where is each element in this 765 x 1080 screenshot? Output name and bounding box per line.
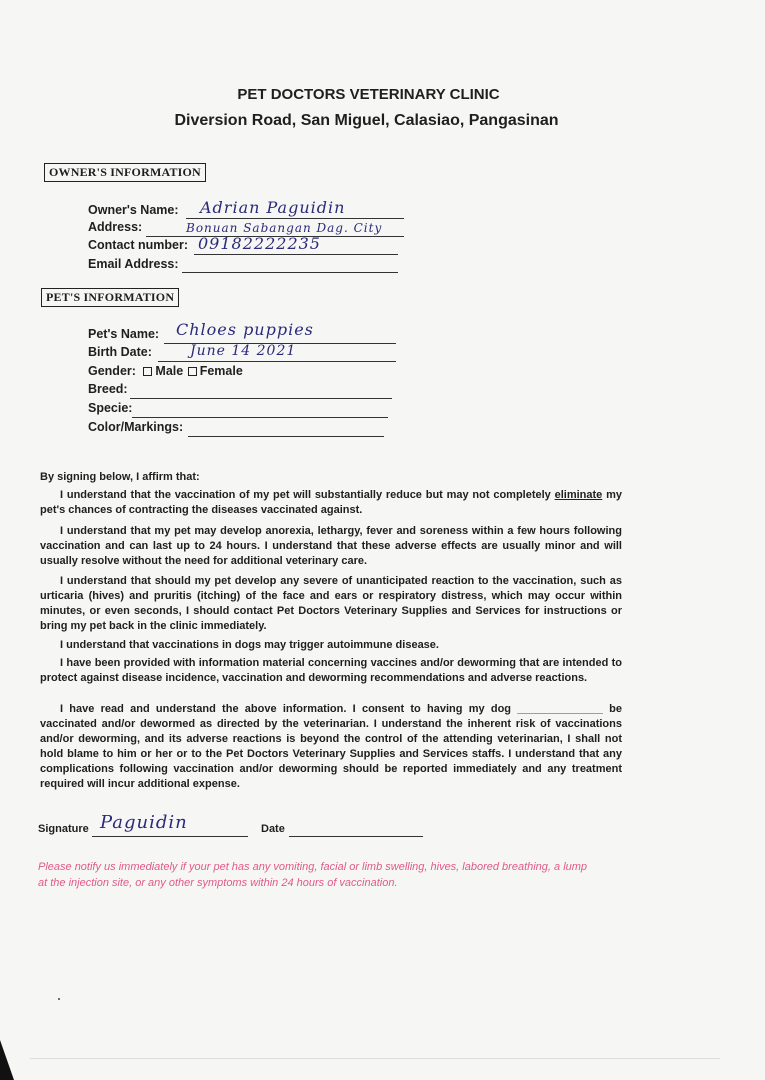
signature-label: Signature: [38, 823, 89, 835]
pet-gender-label: Gender:: [88, 364, 136, 378]
clinic-name: PET DOCTORS VETERINARY CLINIC: [237, 86, 500, 103]
consent-paragraph-1: I understand that the vaccination of my pet will substantially reduce but may not completely eliminate my pet's chances of contracting the diseases vaccinated against.: [40, 489, 622, 516]
owner-name-line[interactable]: [186, 218, 404, 219]
consent-paragraph-4: I understand that vaccinations in dogs may trigger autoimmune disease.: [60, 639, 439, 651]
consent-paragraph-5: I have been provided with information material concerning vaccines and/or deworming that are intended to protect against disease incidence, vaccination and deworming recommendations and adverse reactions.: [40, 657, 622, 684]
pet-specie-label: Specie:: [88, 401, 133, 415]
pet-name-value: Chloes puppies: [176, 320, 314, 339]
male-option-label: Male: [155, 364, 184, 378]
owner-address-label: Address:: [88, 220, 143, 234]
clinic-address: Diversion Road, San Miguel, Calasiao, Pangasinan: [174, 112, 559, 129]
scan-corner-shadow: [0, 1040, 14, 1080]
female-checkbox[interactable]: [188, 367, 197, 376]
pet-section-title: PET'S INFORMATION: [41, 288, 179, 307]
consent-paragraph-3: I understand that should my pet develop any severe of unanticipated reaction to the vaccination, such as urticaria (hives) and pruritis (itching) of the face and ears or respiratory distress, which may occur within minutes, or even seconds, I should contact Pet Doctors Veterinary Supplies and Services for instructions or bring my pet back in the clinic immediately.: [40, 575, 622, 632]
consent-paragraph-2: I understand that my pet may develop anorexia, lethargy, fever and soreness within a few hours following vaccination and can last up to 24 hours. I understand that these adverse effects are usually minor and will usually resolve without the need for additional veterinary care.: [40, 525, 622, 567]
pet-birth-line[interactable]: [158, 361, 396, 362]
signature-value: Paguidin: [100, 812, 188, 833]
pet-color-line[interactable]: [188, 436, 384, 437]
owner-address-value: Bonuan Sabangan Dag. City: [186, 221, 383, 235]
scan-speck: [58, 998, 60, 1000]
owner-contact-label: Contact number:: [88, 238, 188, 252]
pet-birth-label: Birth Date:: [88, 345, 152, 359]
male-checkbox[interactable]: [143, 367, 152, 376]
female-option-label: Female: [199, 364, 243, 378]
pet-color-label: Color/Markings:: [88, 420, 184, 434]
owner-name-value: Adrian Paguidin: [200, 198, 346, 217]
scan-bleed-line: [30, 1058, 720, 1059]
signature-line[interactable]: [92, 836, 248, 837]
owner-email-label: Email Address:: [88, 257, 179, 271]
owner-email-line[interactable]: [182, 272, 398, 273]
owner-section-title: OWNER'S INFORMATION: [44, 163, 206, 182]
post-vaccination-notice: Please notify us immediately if your pet has any vomiting, facial or limb swelling, hives, labored breathing, a lump at the injection site, or any other symptoms within 24 hours of vaccination.: [38, 861, 588, 889]
pet-specie-line[interactable]: [132, 417, 388, 418]
pet-name-label: Pet's Name:: [88, 327, 160, 341]
pet-birth-value: June 14 2021: [190, 343, 297, 359]
consent-paragraph-6: I have read and understand the above information. I consent to having my dog ______________ be vaccinated and/or dewormed as directed by the veterinarian. I understand the inherent risk of vaccinations and/or deworming, and its adverse reactions is beyond the control of the attending veterinarian, I shall not hold blame to him or her or to the Pet Doctors Veterinary Supplies and Services staffs. I understand that any complications following vaccination and/or deworming should be reported immediately and any treatment required will incur additional expense.: [40, 703, 622, 790]
pet-breed-line[interactable]: [130, 398, 392, 399]
pet-breed-label: Breed:: [88, 382, 128, 396]
date-label: Date: [261, 823, 285, 835]
consent-intro: By signing below, I affirm that:: [40, 471, 200, 483]
owner-contact-line[interactable]: [194, 254, 398, 255]
pet-gender-row: [88, 364, 243, 378]
owner-contact-value: 09182222235: [198, 234, 321, 253]
date-line[interactable]: [289, 836, 423, 837]
owner-name-label: Owner's Name:: [88, 203, 179, 217]
